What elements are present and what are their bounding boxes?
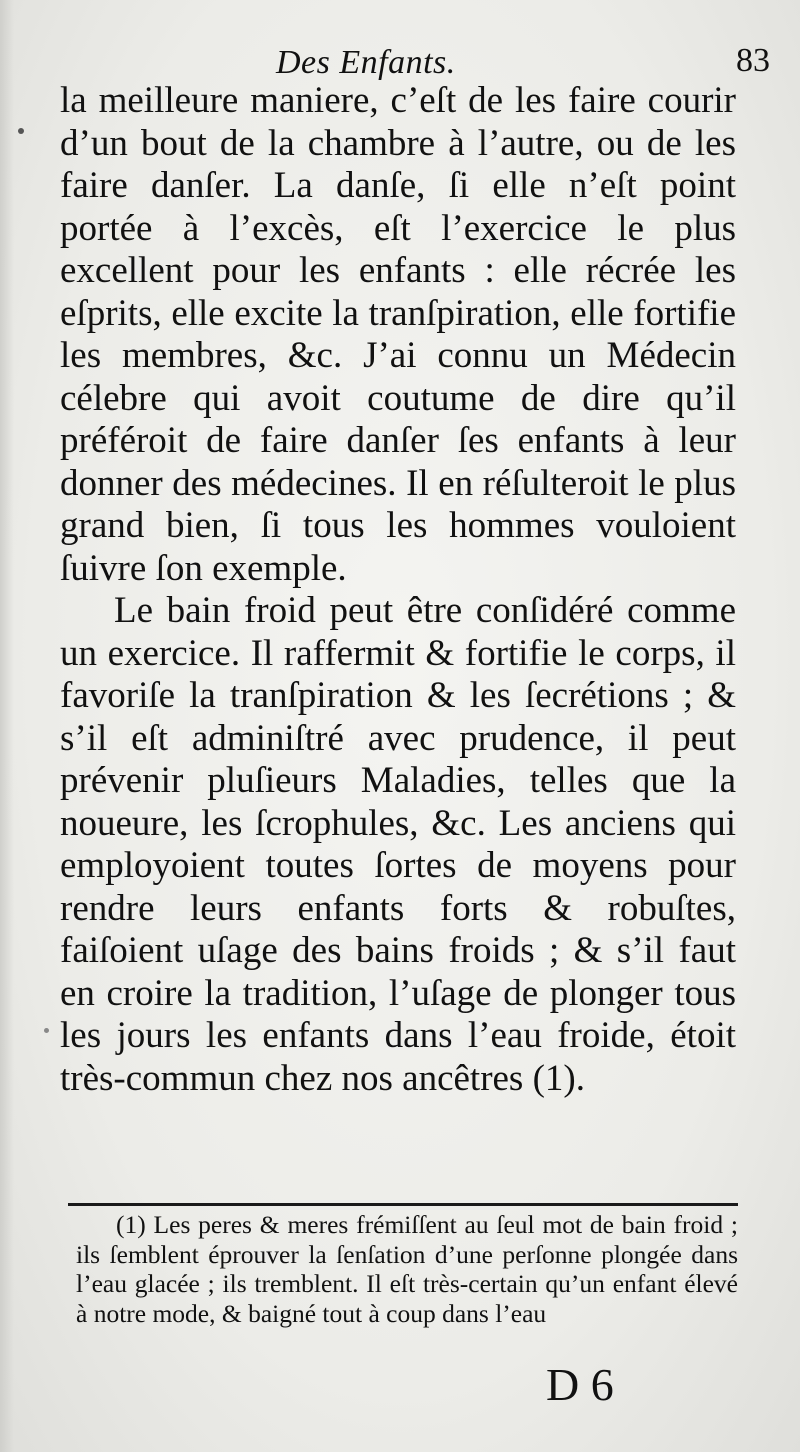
footnote-text: (1) Les peres & meres frémiſſent au ſeul mot de bain froid ; ils ſemblent éprouver la ſenſation d’une perſonne plongée dans l’eau glacée ; ils tremblent. Il eſt très-certain qu’un enfant élevé à notre mode, & baigné tout à coup dans l’eau	[76, 1210, 738, 1328]
page-number: 83	[736, 42, 770, 79]
ink-speck	[18, 128, 24, 134]
footnote-rule	[68, 1203, 738, 1206]
running-title: Des Enfants.	[276, 44, 456, 81]
signature-mark: D 6	[546, 1359, 614, 1410]
main-text	[60, 80, 736, 1100]
footnote	[76, 1210, 738, 1328]
paragraph: la meilleure maniere, c’eſt de les faire courir d’un bout de la chambre à l’autre, ou de les faire danſer. La danſe, ſi elle n’eſt point portée à l’excès, eſt l’exercice le plus excellent pour les enfants : elle récrée les eſprits, elle excite la tranſpiration, elle fortifie les membres, &c. J’ai connu un Médecin célebre qui avoit coutume de dire qu’il préféroit de faire danſer ſes enfants à leur donner des médecines. Il en réſulteroit le plus grand bien, ſi tous les hommes vouloient ſuivre ſon exemple.	[60, 80, 736, 589]
ink-speck	[44, 1028, 49, 1033]
paragraph: Le bain froid peut être conſidéré comme un exercice. Il raffermit & fortifie le corps, il favoriſe la tranſpiration & les ſecrétions ; & s’il eſt adminiſtré avec prudence, il peut prévenir pluſieurs Maladies, telles que la noueure, les ſcrophules, &c. Les anciens qui employoient toutes ſortes de moyens pour rendre leurs enfants forts & robuſtes, faiſoient uſage des bains froids ; & s’il faut en croire la tradition, l’uſage de plonger tous les jours les enfants dans l’eau froide, étoit très-commun chez nos ancêtres (1).	[60, 590, 736, 1099]
page-binding-shadow	[0, 0, 14, 1452]
